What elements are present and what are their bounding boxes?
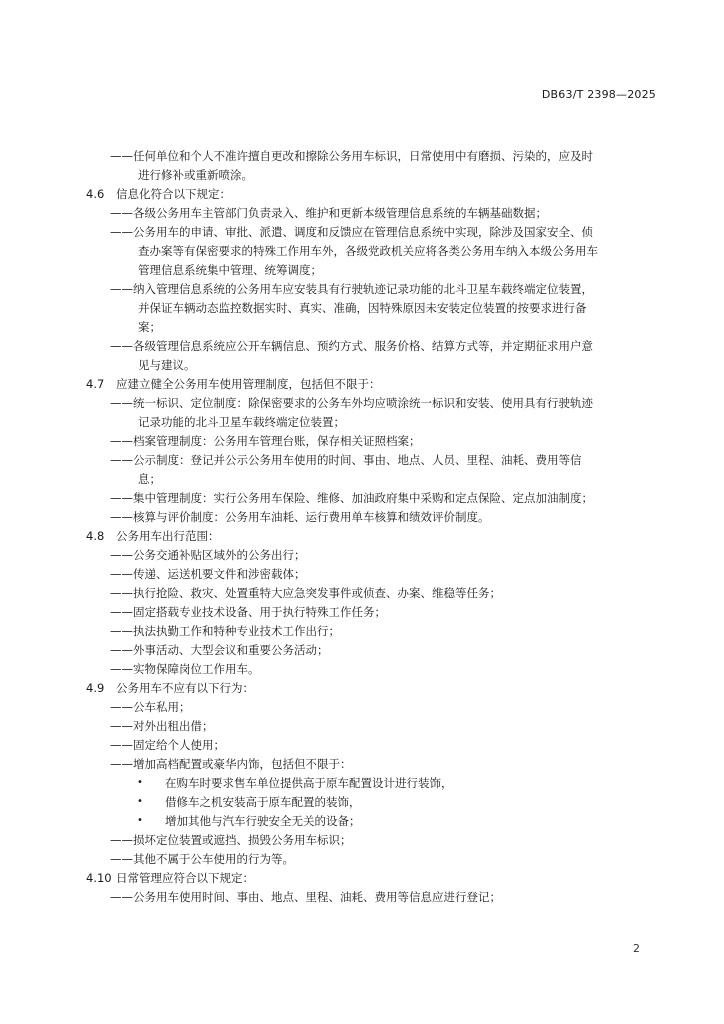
sub-list-item: 增加其他与汽车行驶安全无关的设备；	[165, 814, 361, 828]
section-text: 应建立健全公务用车使用管理制度，包括但不限于：	[116, 377, 381, 391]
list-item-continuation: 查办案等有保密要求的特殊工作用车外，各级党政机关应将各类公务用车纳入本级公务用车	[138, 244, 598, 258]
list-item-continuation: 息；	[138, 472, 161, 486]
list-item-continuation: 并保证车辆动态监控数据实时、真实、准确，因特殊原因未安装定位装置的按要求进行备	[138, 301, 587, 315]
list-item: ——公务交通补贴区域外的公务出行；	[110, 548, 306, 562]
list-item: ——公车私用；	[110, 700, 191, 714]
list-item: ——外事活动、大型会议和重要公务活动；	[110, 643, 329, 657]
list-item-continuation: 进行修补或重新喷涂。	[138, 168, 253, 182]
bullet-icon: •	[137, 796, 143, 807]
sub-list-item: 在购车时要求售车单位提供高于原车配置设计进行装饰，	[165, 776, 453, 790]
section-heading-4-8	[86, 528, 220, 544]
bullet-icon: •	[137, 777, 143, 788]
section-text: 公务用车出行范围：	[116, 529, 220, 543]
list-item: ——公务用车的申请、审批、派遣、调度和反馈应在管理信息系统中实现，除涉及国家安全、侦	[110, 225, 593, 239]
list-item: ——对外出租出借；	[110, 719, 214, 733]
list-item-continuation: 案；	[138, 320, 161, 334]
list-item: ——各级公务用车主管部门负责录入、维护和更新本级管理信息系统的车辆基础数据；	[110, 206, 547, 220]
list-item: ——实物保障岗位工作用车。	[110, 662, 260, 676]
section-text: 日常管理应符合以下规定：	[116, 871, 254, 885]
section-number: 4.8	[86, 529, 105, 543]
section-number: 4.6	[86, 187, 105, 201]
list-item: ——公示制度：登记并公示公务用车使用的时间、事由、地点、人员、里程、油耗、费用等信	[110, 453, 582, 467]
list-item: ——传递、运送机要文件和涉密载体；	[110, 567, 306, 581]
list-item: ——各级管理信息系统应公开车辆信息、预约方式、服务价格、结算方式等，并定期征求用户意	[110, 339, 593, 353]
list-item: ——固定搭载专业技术设备、用于执行特殊工作任务；	[110, 605, 386, 619]
list-item: ——核算与评价制度：公务用车油耗、运行费用单车核算和绩效评价制度。	[110, 510, 490, 524]
document-code: DB63/T 2398—2025	[541, 88, 656, 101]
list-item: ——公务用车使用时间、事由、地点、里程、油耗、费用等信息应进行登记；	[110, 890, 501, 904]
list-item-continuation: 记录功能的北斗卫星车载终端定位装置；	[138, 415, 345, 429]
list-item: ——统一标识、定位制度：除保密要求的公务车外均应喷涂统一标识和安装、使用具有行驶轨迹	[110, 396, 593, 410]
section-heading-4-9	[86, 680, 254, 696]
list-item-continuation: 管理信息系统集中管理、统筹调度；	[138, 263, 322, 277]
section-heading-4-7	[86, 376, 381, 392]
list-item: ——集中管理制度：实行公务用车保险、维修、加油政府集中采购和定点保险、定点加油制度；	[110, 491, 593, 505]
section-heading-4-10	[86, 870, 254, 886]
section-number: 4.9	[86, 681, 105, 695]
list-item: ——档案管理制度：公务用车管理台账，保存相关证照档案；	[110, 434, 421, 448]
sub-list-item: 借修车之机安装高于原车配置的装饰，	[165, 795, 361, 809]
list-item: ——执法执勤工作和特种专业技术工作出行；	[110, 624, 340, 638]
list-item: ——损坏定位装置或遮挡、损毁公务用车标识；	[110, 833, 352, 847]
list-item: ——纳入管理信息系统的公务用车应安装具有行驶轨迹记录功能的北斗卫星车载终端定位装置，	[110, 282, 593, 296]
section-number: 4.10	[86, 871, 112, 885]
list-item: ——增加高档配置或豪华内饰，包括但不限于：	[110, 757, 352, 771]
list-item-continuation: 见与建议。	[138, 358, 196, 372]
section-text: 信息化符合以下规定：	[116, 187, 231, 201]
list-item: ——其他不属于公车使用的行为等。	[110, 852, 294, 866]
section-heading-4-6	[86, 186, 231, 202]
list-item: ——固定给个人使用；	[110, 738, 225, 752]
section-text: 公务用车不应有以下行为：	[116, 681, 254, 695]
list-item: ——执行抢险、救灾、处置重特大应急突发事件或侦查、办案、维稳等任务；	[110, 586, 501, 600]
page-number: 2	[633, 942, 640, 955]
list-item: ——任何单位和个人不准许擅自更改和擦除公务用车标识，日常使用中有磨损、污染的，应及时	[110, 149, 593, 163]
bullet-icon: •	[137, 815, 143, 826]
section-number: 4.7	[86, 377, 105, 391]
